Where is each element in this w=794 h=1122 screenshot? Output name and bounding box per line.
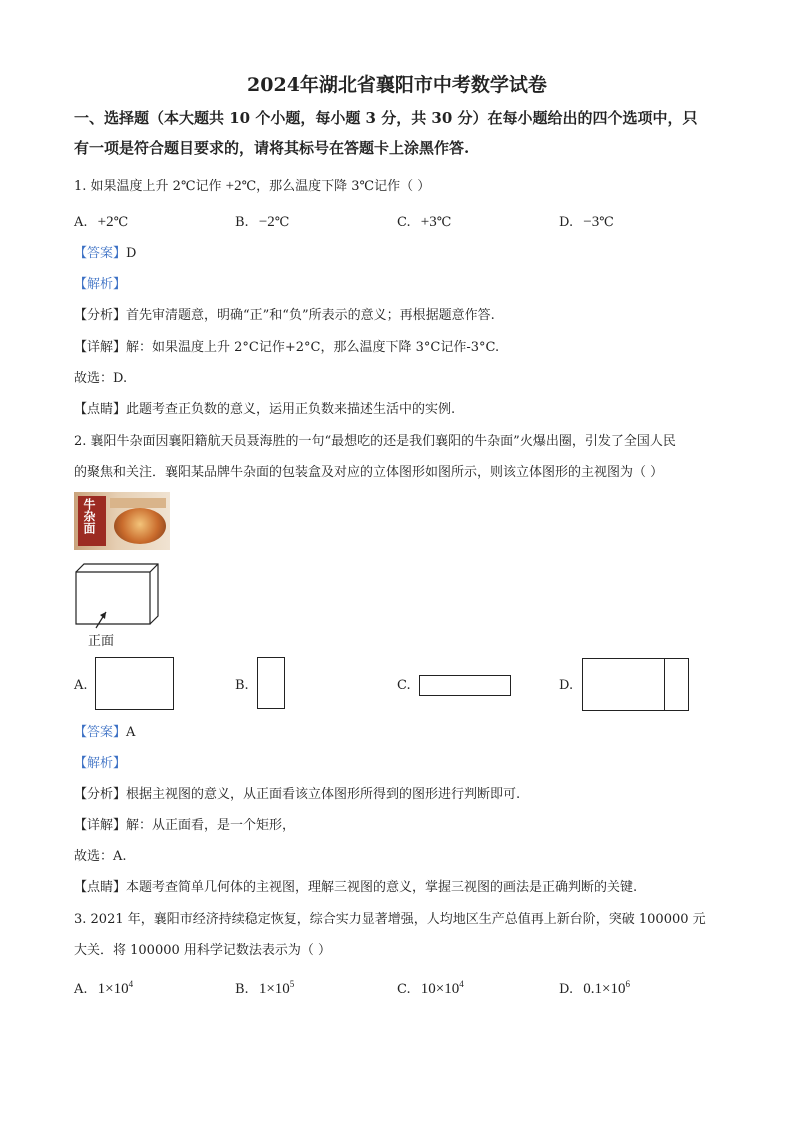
noodle-bowl-image [114,508,166,544]
q2-option-d-divider [664,659,665,710]
answer-value: D [126,246,137,261]
q1-stem-text-b: ℃，那么温度下降 3℃记作（ ） [241,179,431,194]
option-label: B. [235,982,249,997]
option-math: −2 [258,214,275,230]
q1-option-c[interactable] [397,213,451,232]
q2-option-d-label[interactable]: D. [559,678,574,693]
option-math: +2 [97,214,114,230]
option-math: +3 [420,214,437,230]
option-exponent: 6 [625,979,630,989]
dianjing-text: 本题考查简单几何体的主视图，理解三视图的意义，掌握三视图的画法是正确判断的关键. [126,880,638,895]
q1-option-b[interactable] [235,213,289,232]
option-exponent: 5 [289,979,295,989]
xiangjie-tag: 【详解】 [74,340,127,355]
dianjing-tag: 【点睛】 [74,880,127,895]
q2-stem-line2: 的聚焦和关注．襄阳某品牌牛杂面的包装盒及对应的立体图形如图所示，则该立体图形的主视图为（ ） [74,465,664,480]
option-base: 1×10 [258,981,290,997]
q3-option-d[interactable] [559,980,630,999]
q1-stem-math: +2 [225,178,242,194]
q2-option-c-rectangle[interactable] [419,675,511,696]
option-label: C. [397,215,411,230]
q2-jiexi-tag: 【解析】 [74,756,127,771]
option-label: C. [397,982,411,997]
package-brand-text: 牛杂面 [82,498,96,534]
fenxi-text: 根据主视图的意义，从正面看该立体图形所得到的图形进行判断即可. [126,787,521,802]
noodle-package-photo [74,492,170,550]
q3-stem-line1: 3. 2021 年，襄阳市经济持续稳定恢复，综合实力显著增强，人均地区生产总值再上新台阶，突破 100000 元 [74,912,706,927]
q1-option-d[interactable] [559,213,614,232]
xiangjie-text: 解：从正面看，是一个矩形， [126,818,296,833]
package-band [110,498,166,508]
page-title: 2024年湖北省襄阳市中考数学试卷 [247,74,547,96]
q3-stem-line2: 大关．将 100000 用科学记数法表示为（ ） [74,943,332,958]
cuboid-figure [70,560,170,632]
option-math: −3 [583,214,600,230]
q2-option-b-rectangle[interactable] [257,657,285,709]
option-exponent: 4 [128,979,134,989]
front-label: 正面 [88,634,115,649]
option-label: D. [559,215,574,230]
q1-xiangjie [74,339,499,357]
q2-guxuan: 故选：A. [74,849,127,864]
q3-option-b[interactable] [235,980,294,999]
answer-tag: 【答案】 [74,725,127,740]
q2-option-b-label[interactable]: B. [235,678,249,693]
answer-value: A [126,725,136,740]
q3-option-a[interactable] [74,980,133,999]
xiangjie-text: 解：如果温度上升 2°C记作+2°C，那么温度下降 3°C记作-3°C. [126,340,500,355]
option-base: 0.1×10 [583,981,626,997]
option-exponent: 4 [459,979,464,989]
q2-stem-line1: 2. 襄阳牛杂面因襄阳籍航天员聂海胜的一句“最想吃的还是我们襄阳的牛杂面”火爆出圈，引发了全国人民 [74,434,676,449]
answer-tag: 【答案】 [74,246,127,261]
q2-xiangjie [74,817,295,835]
option-base: 1×10 [97,981,129,997]
q1-guxuan: 故选：D. [74,371,128,386]
q2-option-c-label[interactable]: C. [397,678,411,693]
q2-fenxi [74,786,520,804]
fenxi-text: 首先审清题意，明确“正”和“负”所表示的意义；再根据题意作答. [126,308,495,323]
option-unit: ℃ [436,215,452,230]
q1-dianjing [74,401,455,419]
section-heading-line2: 有一项是符合题目要求的，请将其标号在答题卡上涂黑作答. [74,139,470,157]
q2-answer [74,724,135,742]
q1-fenxi [74,307,495,325]
q2-option-a-rectangle[interactable] [95,657,174,710]
option-unit: ℃ [274,215,290,230]
option-base: 10×10 [420,981,460,997]
q1-option-a[interactable] [74,213,128,232]
option-unit: ℃ [599,215,614,230]
option-label: D. [559,982,574,997]
option-label: B. [235,215,249,230]
dianjing-tag: 【点睛】 [74,402,127,417]
option-unit: ℃ [113,215,129,230]
xiangjie-tag: 【详解】 [74,818,127,833]
section-heading-line1: 一、选择题（本大题共 10 个小题，每小题 3 分，共 30 分）在每小题给出的四个选项中，只 [74,109,698,127]
q1-stem [74,177,430,196]
q1-stem-text-a: 1. 如果温度上升 2℃记作 [74,179,222,194]
q2-dianjing [74,879,637,897]
fenxi-tag: 【分析】 [74,787,127,802]
dianjing-text: 此题考查正负数的意义，运用正负数来描述生活中的实例. [126,402,456,417]
q2-option-a-label[interactable]: A. [74,678,88,693]
q2-option-d-rectangle[interactable] [582,658,689,711]
option-label: A. [74,215,88,230]
q1-jiexi-tag: 【解析】 [74,277,127,292]
q3-option-c[interactable] [397,980,464,999]
option-label: A. [74,982,88,997]
q1-answer [74,245,136,263]
fenxi-tag: 【分析】 [74,308,127,323]
